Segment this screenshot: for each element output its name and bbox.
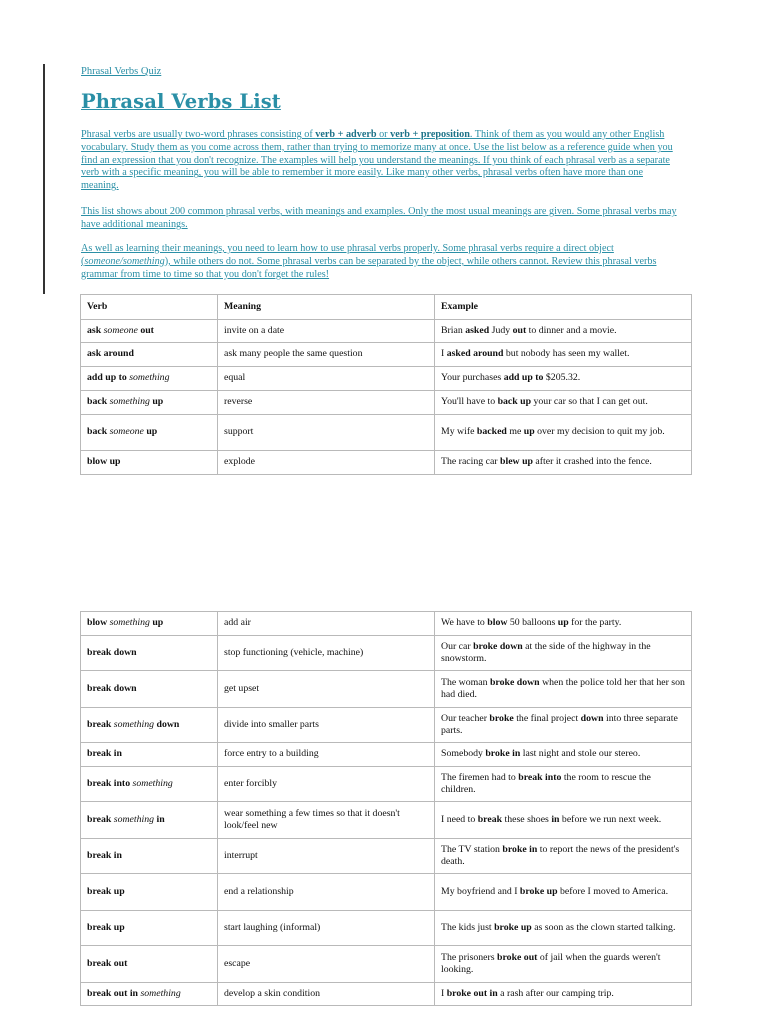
text-run: break down: [87, 646, 137, 658]
verb-cell: [81, 391, 218, 415]
table-row: [81, 671, 692, 708]
meaning-cell: add air: [218, 612, 435, 636]
bold-text: asked around: [446, 348, 504, 360]
text-run: over my decision to quit my job.: [534, 426, 665, 438]
example-cell: [435, 671, 692, 708]
italic-text: something: [109, 617, 150, 629]
text-run: Our car: [441, 640, 474, 652]
meaning-cell: reverse: [218, 391, 435, 415]
example-cell: [435, 367, 692, 391]
text-run: to dinner and a movie.: [526, 324, 617, 336]
meaning-cell: wear something a few times so that it doesn't look/feel new: [218, 802, 435, 839]
verb-cell: [81, 708, 218, 743]
text-run: break up: [87, 885, 125, 897]
text-run: back: [87, 396, 110, 408]
verb-cell: [81, 946, 218, 983]
italic-text: someone: [103, 324, 138, 336]
text-run: but nobody has seen my wallet.: [503, 348, 630, 360]
text-run: to report the news of the president's death.: [441, 843, 680, 867]
verb-cell: [81, 874, 218, 911]
text-run: The prisoners: [441, 951, 498, 963]
table-row: [81, 636, 692, 671]
bold-text: broke: [489, 712, 514, 724]
bold-text: blew up: [500, 456, 533, 468]
text-run: blow: [87, 617, 110, 629]
text-run: break into: [87, 777, 133, 789]
text-run: I need to: [441, 813, 478, 825]
example-cell: [435, 839, 692, 874]
text-run: out: [137, 324, 154, 336]
verb-cell: [81, 636, 218, 671]
phrasal-verbs-quiz-link[interactable]: Phrasal Verbs Quiz: [81, 66, 162, 77]
example-cell: [435, 767, 692, 802]
verb-cell: [81, 839, 218, 874]
meaning-cell: develop a skin condition: [218, 983, 435, 1006]
verb-cell: [81, 983, 218, 1006]
bold-text: broke down: [473, 640, 523, 652]
text-run: ask around: [87, 348, 134, 360]
verb-cell: [81, 802, 218, 839]
text-run: as soon as the clown started talking.: [531, 921, 676, 933]
header-meaning: Meaning: [218, 295, 435, 320]
text-run: before I moved to America.: [557, 885, 669, 897]
text-run: your car so that I can get out.: [531, 396, 648, 408]
meaning-cell: get upset: [218, 671, 435, 708]
bold-text: broke down: [489, 676, 540, 688]
text-run: break in: [87, 849, 122, 861]
table-row: [81, 343, 692, 367]
text-run: break: [87, 718, 114, 730]
bold-text: in: [551, 813, 560, 825]
verb-cell: [81, 415, 218, 451]
example-cell: [435, 911, 692, 946]
phrasal-verbs-table-2: [80, 611, 692, 1006]
text-run: Brian: [441, 324, 466, 336]
text-run: blow up: [87, 456, 121, 468]
bold-text: verb + preposition: [390, 129, 470, 140]
bold-text: break: [477, 813, 503, 825]
text-run: up: [143, 426, 158, 438]
bold-text: up: [557, 617, 569, 629]
bold-text: asked: [465, 324, 490, 336]
bold-text: broke out in: [446, 987, 498, 999]
text-run: break: [87, 813, 114, 825]
table-row: [81, 415, 692, 451]
table-row: [81, 874, 692, 911]
text-run: in: [154, 813, 165, 825]
verb-cell: [81, 671, 218, 708]
meaning-cell: stop functioning (vehicle, machine): [218, 636, 435, 671]
text-run: break out in: [87, 987, 141, 999]
text-run: last night and stole our stereo.: [520, 748, 641, 760]
example-cell: [435, 415, 692, 451]
table-row: [81, 767, 692, 802]
table-row: [81, 911, 692, 946]
meaning-cell: force entry to a building: [218, 743, 435, 767]
bold-text: back up: [497, 396, 532, 408]
italic-text: someone/something: [84, 255, 165, 267]
italic-text: someone: [109, 426, 144, 438]
text-run: . Think of them as you would any other English vocabulary. Study them as you come across them, rather than trying to memorize many at once. Use the list below as a reference guide when you find an expression that you don't recognize. The examples will help you understand the meanings. If you think of each phrasal verb as a separate verb with a specific meaning, you will be able to remember it more easily. Like many other verbs, phrasal verbs often have more than one meaning.: [81, 129, 673, 192]
text-run: The woman: [441, 676, 490, 688]
table-row: [81, 802, 692, 839]
intro-paragraph[interactable]: [81, 129, 681, 193]
verb-cell: [81, 767, 218, 802]
text-run: As well as learning their meanings, you need to learn how to use phrasal verbs properly. Some phrasal verbs require a direct object (: [81, 243, 614, 267]
text-run: My boyfriend and I: [441, 885, 520, 897]
margin-bar: [43, 64, 45, 294]
text-run: $205.32.: [543, 372, 581, 384]
bold-text: break into: [518, 771, 562, 783]
table-row: [81, 367, 692, 391]
example-cell: [435, 802, 692, 839]
bold-text: down: [580, 712, 604, 724]
text-run: the room to rescue the children.: [441, 771, 651, 795]
italic-text: something: [109, 396, 150, 408]
example-cell: [435, 343, 692, 367]
text-run: We have to: [441, 617, 488, 629]
example-cell: [435, 946, 692, 983]
text-run: up: [149, 617, 164, 629]
meaning-cell: divide into smaller parts: [218, 708, 435, 743]
text-run: 50 balloons: [507, 617, 558, 629]
text-run: these shoes: [502, 813, 552, 825]
bold-text: up: [523, 426, 535, 438]
example-cell: [435, 874, 692, 911]
text-run: break down: [87, 682, 137, 694]
bold-text: broke in: [485, 748, 521, 760]
meaning-cell: enter forcibly: [218, 767, 435, 802]
page-title: Phrasal Verbs List: [81, 90, 281, 113]
verb-cell: [81, 743, 218, 767]
bold-text: verb + adverb: [315, 129, 377, 140]
list-description-paragraph[interactable]: [81, 206, 681, 232]
example-cell: [435, 743, 692, 767]
example-cell: [435, 708, 692, 743]
text-run: up: [149, 396, 164, 408]
text-run: ask: [87, 324, 104, 336]
meaning-cell: start laughing (informal): [218, 911, 435, 946]
meaning-cell: support: [218, 415, 435, 451]
meaning-cell: invite on a date: [218, 320, 435, 343]
text-run: The TV station: [441, 843, 503, 855]
example-cell: [435, 391, 692, 415]
text-run: when the police told her that her son had died.: [441, 676, 685, 700]
text-run: The firemen had to: [441, 771, 519, 783]
table-row: [81, 320, 692, 343]
text-run: the final project: [513, 712, 581, 724]
text-run: into three separate parts.: [441, 712, 678, 736]
italic-text: something: [140, 987, 181, 999]
table-row: [81, 743, 692, 767]
text-run: I: [441, 987, 447, 999]
table-row: [81, 839, 692, 874]
text-run: break in: [87, 748, 122, 760]
text-run: Your purchases: [441, 372, 504, 384]
bold-text: blow: [487, 617, 508, 629]
table-row: [81, 451, 692, 475]
example-cell: [435, 612, 692, 636]
text-run: before we run next week.: [559, 813, 662, 825]
text-run: of jail when the guards weren't looking.: [441, 951, 661, 975]
table-row: [81, 612, 692, 636]
verb-cell: [81, 612, 218, 636]
verb-cell: [81, 911, 218, 946]
text-run: The racing car: [441, 456, 501, 468]
table-row: [81, 983, 692, 1006]
verb-cell: [81, 343, 218, 367]
grammar-note-paragraph[interactable]: [81, 243, 681, 281]
text-run: down: [154, 718, 180, 730]
bold-text: broke in: [502, 843, 538, 855]
phrasal-verbs-table-1: [80, 294, 692, 475]
bold-text: broke out: [497, 951, 538, 963]
text-run: This list shows about 200 common phrasal verbs, with meanings and examples. Only the most usual meanings are given. Some phrasal verbs may have additional meanings.: [81, 206, 677, 230]
text-run: after it crashed into the fence.: [532, 456, 652, 468]
text-run: back: [87, 426, 110, 438]
text-run: Phrasal verbs are usually two-word phrases consisting of: [81, 129, 316, 140]
bold-text: broke up: [519, 885, 558, 897]
meaning-cell: explode: [218, 451, 435, 475]
text-run: Judy: [489, 324, 513, 336]
text-run: for the party.: [568, 617, 622, 629]
meaning-cell: ask many people the same question: [218, 343, 435, 367]
text-run: I: [441, 348, 447, 360]
text-run: me: [506, 426, 524, 438]
table-row: [81, 391, 692, 415]
text-run: break up: [87, 921, 125, 933]
header-example: Example: [435, 295, 692, 320]
bold-text: add up to: [503, 372, 544, 384]
example-cell: [435, 320, 692, 343]
bold-text: backed: [476, 426, 507, 438]
example-cell: [435, 636, 692, 671]
example-cell: [435, 983, 692, 1006]
meaning-cell: escape: [218, 946, 435, 983]
header-verb: Verb: [81, 295, 218, 320]
italic-text: something: [132, 777, 173, 789]
table-header-row: [81, 295, 692, 320]
meaning-cell: equal: [218, 367, 435, 391]
text-run: Somebody: [441, 748, 486, 760]
text-run: Our teacher: [441, 712, 490, 724]
italic-text: something: [113, 813, 155, 825]
text-run: You'll have to: [441, 396, 498, 408]
table-row: [81, 708, 692, 743]
bold-text: broke up: [494, 921, 532, 933]
verb-cell: [81, 451, 218, 475]
verb-cell: [81, 367, 218, 391]
text-run: or: [376, 129, 391, 140]
italic-text: something: [129, 372, 170, 384]
text-run: add up to: [87, 372, 130, 384]
text-run: break out: [87, 957, 128, 969]
bold-text: out: [512, 324, 527, 336]
meaning-cell: interrupt: [218, 839, 435, 874]
text-run: a rash after our camping trip.: [497, 987, 614, 999]
text-run: at the side of the highway in the snowstorm.: [441, 640, 651, 664]
text-run: The kids just: [441, 921, 495, 933]
verb-cell: [81, 320, 218, 343]
example-cell: [435, 451, 692, 475]
text-run: ), while others do not. Some phrasal verbs can be separated by the object, while others cannot. Review this phrasal verbs grammar from time to time so that you don't forget the rules!: [81, 255, 657, 280]
text-run: My wife: [441, 426, 477, 438]
meaning-cell: end a relationship: [218, 874, 435, 911]
table-row: [81, 946, 692, 983]
italic-text: something: [113, 718, 155, 730]
